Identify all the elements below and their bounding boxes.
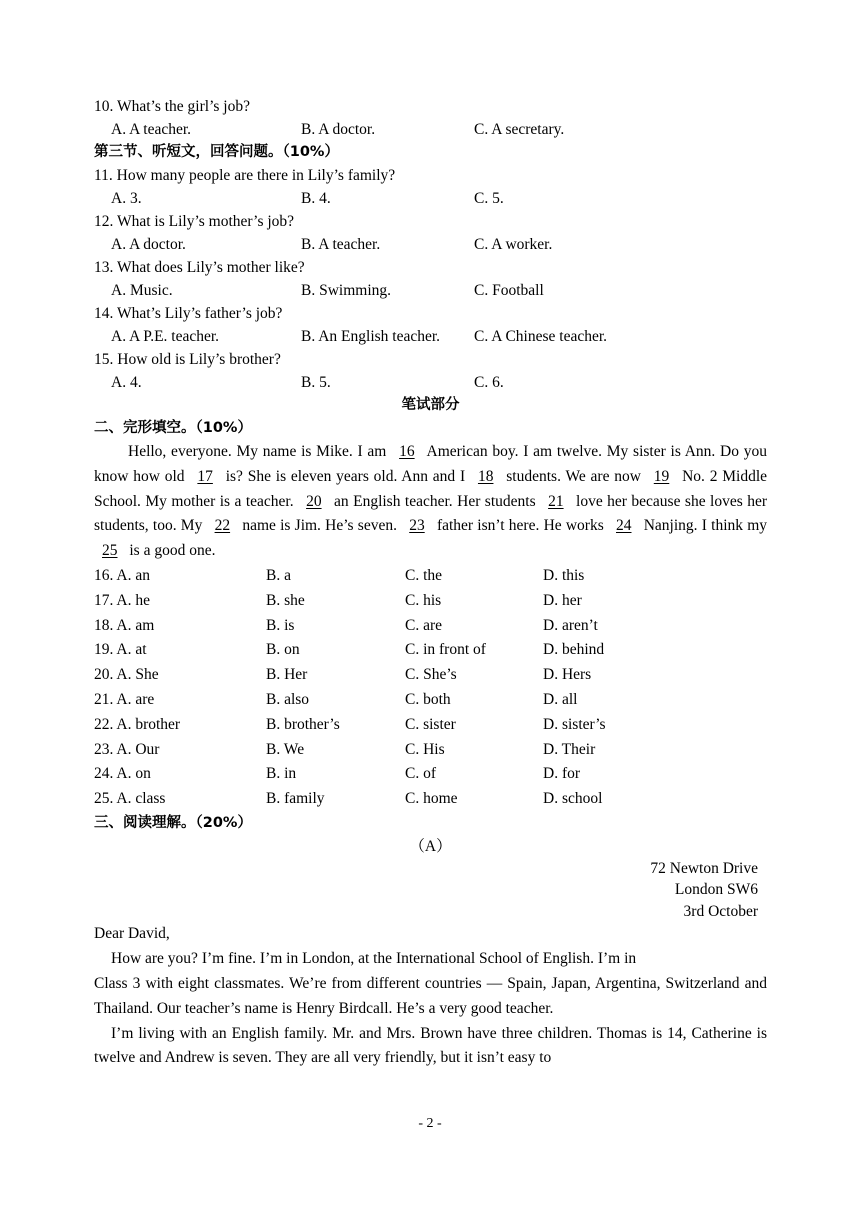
option-d: D. Their <box>543 740 596 758</box>
letter-paragraph-1-rest: Class 3 with eight classmates. We’re from different countries — Spain, Japan, Argentina, Switzerland and Thailand. Our teacher’s name is Henry Birdcall. He’s a very good teacher. <box>94 975 767 1017</box>
option-a: A. A doctor. <box>111 236 186 253</box>
question-11-options <box>94 187 767 210</box>
page-number: - 2 - <box>418 1116 442 1131</box>
option-a: 21. A. are <box>94 690 155 708</box>
option-b: B. in <box>266 765 297 783</box>
option-d: D. school <box>543 790 603 808</box>
question-14-options <box>94 325 767 348</box>
question-13-stem: 13. What does Lily’s mother like? <box>94 259 305 276</box>
option-a: 23. A. Our <box>94 740 160 758</box>
blank-16: 16 <box>399 443 415 460</box>
cloze-option-row <box>94 614 767 639</box>
option-c: C. A Chinese teacher. <box>474 328 608 345</box>
option-b: B. We <box>266 740 305 758</box>
cloze-text: is? She is eleven years old. Ann and I <box>225 467 466 485</box>
option-a: 20. A. She <box>94 666 159 684</box>
blank-19: 19 <box>653 467 670 485</box>
blank-20: 20 <box>306 492 322 510</box>
option-a: 16. A. an <box>94 566 150 584</box>
exam-page <box>94 95 767 1071</box>
cloze-option-row <box>94 564 767 589</box>
cloze-option-row <box>94 762 767 787</box>
option-c: C. in front of <box>405 641 486 659</box>
option-b: B. 5. <box>301 374 331 391</box>
option-b: B. family <box>266 790 325 808</box>
option-b: B. 4. <box>301 190 331 207</box>
cloze-option-row <box>94 638 767 663</box>
cloze-text: Nanjing. I think my <box>643 517 768 535</box>
option-a: 25. A. class <box>94 790 166 808</box>
option-b: B. Her <box>266 666 308 684</box>
option-d: D. all <box>543 690 578 708</box>
blank-21: 21 <box>548 492 564 510</box>
option-c: C. sister <box>405 715 456 733</box>
option-b: B. is <box>266 616 295 634</box>
letter-paragraph-2-text: I’m living with an English family. Mr. and Mrs. Brown have three children. Thomas is 14, Catherine is twelve and Andrew is seven. They are all very friendly, but it isn’t easy to <box>94 1024 767 1067</box>
reading-heading: 三、阅读理解。（20%） <box>94 814 252 831</box>
option-a: A. A teacher. <box>111 121 192 138</box>
option-a: 19. A. at <box>94 641 147 659</box>
section3-heading: 第三节、听短文，回答问题。（10%） <box>94 144 339 160</box>
option-d: D. Hers <box>543 666 592 684</box>
cloze-text: students. We are now <box>506 467 641 485</box>
option-a: A. Music. <box>111 282 173 299</box>
cloze-text: love her because she loves her students, too. My <box>94 492 767 535</box>
option-d: D. behind <box>543 641 605 659</box>
option-a: 17. A. he <box>94 591 150 609</box>
cloze-option-row <box>94 688 767 713</box>
option-b: B. Swimming. <box>301 282 392 299</box>
cloze-text: an English teacher. Her students <box>334 492 536 510</box>
cloze-options <box>94 564 767 812</box>
option-b: B. A doctor. <box>301 121 376 138</box>
cloze-text: is a good one. <box>129 542 216 560</box>
cloze-option-row <box>94 787 767 812</box>
option-a: A. 3. <box>111 190 142 207</box>
option-c: C. his <box>405 591 442 609</box>
option-b: B. a <box>266 566 291 584</box>
address-line: 72 Newton Drive <box>650 859 758 877</box>
cloze-option-row <box>94 738 767 763</box>
letter-body <box>94 922 767 1071</box>
option-a: A. 4. <box>111 374 142 391</box>
option-a: A. A P.E. teacher. <box>111 328 220 345</box>
cloze-heading: 二、完形填空。（10%） <box>94 420 252 436</box>
blank-22: 22 <box>214 517 231 535</box>
question-13-options <box>94 279 767 302</box>
question-14-stem: 14. What’s Lily’s father’s job? <box>94 305 283 322</box>
blank-17: 17 <box>197 467 213 485</box>
letter-paragraph-2 <box>94 1022 767 1072</box>
question-12-options <box>94 233 767 256</box>
blank-25: 25 <box>102 542 118 560</box>
option-a: 22. A. brother <box>94 715 181 733</box>
cloze-text: name is Jim. He’s seven. <box>242 517 397 535</box>
option-c: C. of <box>405 765 436 783</box>
option-b: B. she <box>266 591 305 609</box>
option-c: C. are <box>405 616 443 634</box>
letter-date: 3rd October <box>683 902 758 920</box>
cloze-option-row <box>94 663 767 688</box>
option-b: B. also <box>266 690 310 708</box>
question-15-options <box>94 371 767 394</box>
question-15-stem: 15. How old is Lily’s brother? <box>94 351 281 368</box>
cloze-option-row <box>94 589 767 614</box>
option-d: D. her <box>543 591 582 609</box>
question-10-options <box>94 118 767 141</box>
address-line: London SW6 <box>674 881 758 899</box>
option-b: B. An English teacher. <box>301 328 441 345</box>
option-b: B. brother’s <box>266 715 340 733</box>
option-c: C. Football <box>474 282 544 299</box>
blank-24: 24 <box>616 517 632 535</box>
option-b: B. on <box>266 641 300 659</box>
cloze-text: No. 2 Middle School. My mother is a teacher. <box>94 467 768 510</box>
option-c: C. A worker. <box>474 236 553 253</box>
blank-18: 18 <box>477 467 494 485</box>
written-part-title: 笔试部分 <box>401 397 460 413</box>
option-d: D. aren’t <box>543 616 598 634</box>
question-12-stem: 12. What is Lily’s mother’s job? <box>94 213 295 230</box>
option-b: B. A teacher. <box>301 236 381 253</box>
cloze-option-row <box>94 713 767 738</box>
option-c: C. both <box>405 690 451 708</box>
salutation: Dear David, <box>94 925 170 943</box>
cloze-text: father isn’t here. He works <box>436 517 604 535</box>
question-10-stem: 10. What’s the girl’s job? <box>94 98 250 115</box>
cloze-passage <box>94 440 767 564</box>
blank-23: 23 <box>409 517 425 535</box>
option-c: C. She’s <box>405 666 457 684</box>
option-d: D. for <box>543 765 581 783</box>
option-d: D. this <box>543 566 585 584</box>
option-a: 24. A. on <box>94 765 151 783</box>
reading-part-label: （A） <box>409 837 452 855</box>
option-c: C. home <box>405 790 458 808</box>
question-11-stem: 11. How many people are there in Lily’s family? <box>94 167 396 184</box>
option-c: C. A secretary. <box>474 121 565 138</box>
letter-address <box>94 858 767 923</box>
letter-paragraph-1-first-line: How are you? I’m fine. I’m in London, at the International School of English. I’m in <box>111 950 637 968</box>
option-a: 18. A. am <box>94 616 155 634</box>
cloze-text: Hello, everyone. My name is Mike. I am <box>128 443 387 460</box>
option-c: C. His <box>405 740 445 758</box>
option-c: C. 6. <box>474 374 504 391</box>
cloze-text: American boy. I am twelve. My sister is Ann. Do you know how old <box>94 443 768 485</box>
option-c: C. the <box>405 566 443 584</box>
option-c: C. 5. <box>474 190 504 207</box>
option-d: D. sister’s <box>543 715 606 733</box>
